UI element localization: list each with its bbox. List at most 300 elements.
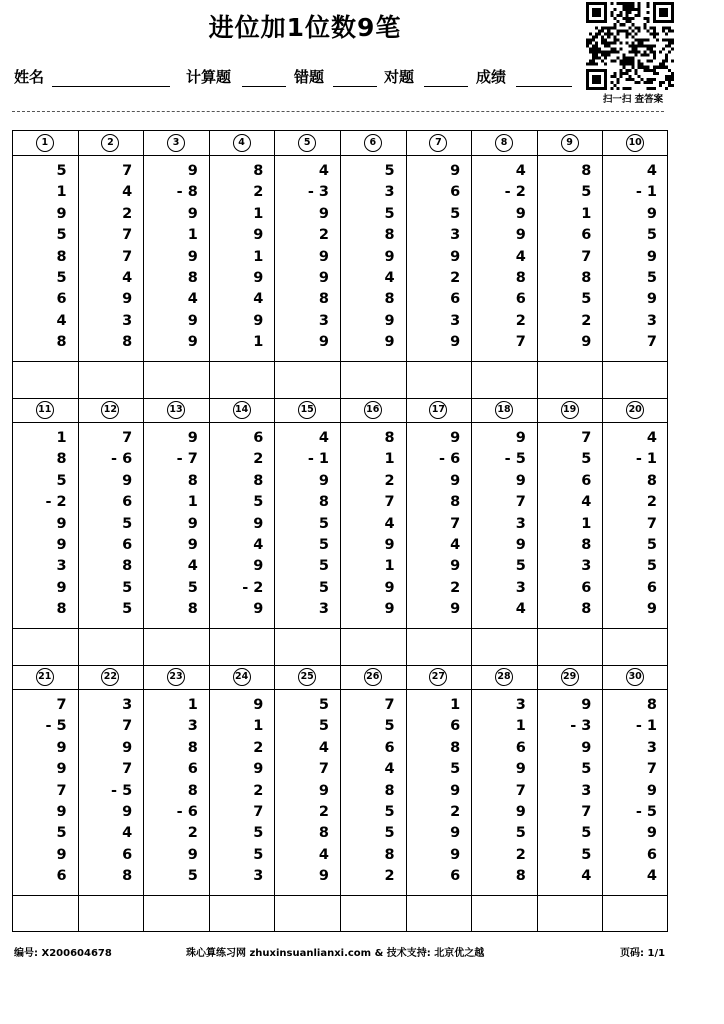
problem-number-badge: 16: [364, 401, 382, 419]
problem-values: [144, 161, 198, 354]
answer-cell[interactable]: [341, 628, 407, 665]
problem-value: 3: [384, 184, 395, 201]
problem-value: 3: [56, 558, 67, 575]
problem-value: 2: [253, 184, 264, 201]
problem-value: 2: [581, 312, 592, 329]
problem-value: 9: [450, 601, 461, 618]
problem-values: [407, 695, 461, 888]
name-label: 姓名: [14, 68, 45, 86]
problem-number-badge: 7: [429, 134, 447, 152]
answer-cell[interactable]: [407, 361, 473, 398]
problem-value: 2: [384, 472, 395, 489]
problem-value: 3: [646, 739, 657, 756]
answer-cell[interactable]: [275, 895, 341, 932]
problem-value: 9: [187, 163, 198, 179]
problem-value: 8: [450, 494, 461, 511]
problem-value: 7: [122, 227, 133, 244]
problem-value: 4: [253, 291, 264, 308]
problem-number-badge: 26: [364, 668, 382, 686]
row-divider: [13, 422, 667, 423]
problem-value: 9: [646, 248, 657, 265]
problem-values: [275, 695, 329, 888]
problem-value: 5: [187, 868, 198, 885]
problem-value: - 3: [570, 718, 592, 735]
problem-value: 7: [122, 718, 133, 735]
answer-cell[interactable]: [472, 628, 538, 665]
problem-value: 9: [187, 846, 198, 863]
problem-value: - 1: [635, 718, 657, 735]
problem-value: 5: [515, 558, 526, 575]
problem-value: 9: [384, 579, 395, 596]
problem-values: [407, 428, 461, 621]
page-number: 页码: 1/1: [620, 948, 666, 959]
problem-value: 9: [450, 430, 461, 446]
problem-value: 4: [384, 515, 395, 532]
problem-value: 4: [187, 558, 198, 575]
problem-value: 9: [646, 291, 657, 308]
problem-values: [472, 428, 526, 621]
problem-value: 8: [187, 739, 198, 756]
answer-cell[interactable]: [13, 628, 79, 665]
problem-value: 1: [581, 205, 592, 222]
problem-value: 1: [384, 451, 395, 468]
problem-value: 8: [187, 601, 198, 618]
answer-cell[interactable]: [210, 361, 276, 398]
problem-value: 4: [646, 430, 657, 446]
wrong-field[interactable]: [333, 86, 377, 87]
answer-cell[interactable]: [472, 895, 538, 932]
problem-value: 2: [450, 269, 461, 286]
problem-value: 4: [515, 248, 526, 265]
problem-value: 3: [318, 601, 329, 618]
problem-value: 9: [318, 334, 329, 351]
problem-value: 9: [122, 739, 133, 756]
problem-value: 5: [318, 515, 329, 532]
problem-value: 3: [187, 718, 198, 735]
problem-number-badge: 20: [626, 401, 644, 419]
answer-cell[interactable]: [275, 628, 341, 665]
answer-cell[interactable]: [210, 628, 276, 665]
problem-value: 7: [646, 334, 657, 351]
problem-value: 1: [253, 718, 264, 735]
problem-value: 8: [384, 291, 395, 308]
answer-cell[interactable]: [407, 895, 473, 932]
problem-value: 9: [515, 205, 526, 222]
problem-value: 1: [384, 558, 395, 575]
problem-value: 8: [515, 868, 526, 885]
problem-value: 7: [122, 761, 133, 778]
row-divider: [13, 398, 667, 399]
problem-value: 9: [318, 868, 329, 885]
problem-number-badge: 1: [36, 134, 54, 152]
problem-value: 6: [515, 739, 526, 756]
answer-cell[interactable]: [341, 361, 407, 398]
problem-value: 9: [384, 248, 395, 265]
answer-cell[interactable]: [603, 895, 669, 932]
problem-value: 9: [515, 803, 526, 820]
problem-value: 6: [450, 291, 461, 308]
problem-values: [275, 428, 329, 621]
problem-value: 9: [253, 558, 264, 575]
problem-values: [13, 161, 67, 354]
problem-value: 3: [646, 312, 657, 329]
problem-value: - 6: [439, 451, 461, 468]
problem-number-badge: 24: [233, 668, 251, 686]
answer-cell[interactable]: [472, 361, 538, 398]
problem-values: [79, 428, 133, 621]
problem-value: 7: [253, 803, 264, 820]
problem-value: 7: [646, 761, 657, 778]
problem-value: 6: [646, 846, 657, 863]
problem-value: 5: [56, 472, 67, 489]
problem-value: 5: [253, 825, 264, 842]
problem-value: 5: [384, 205, 395, 222]
problem-value: 9: [56, 739, 67, 756]
answer-cell[interactable]: [603, 628, 669, 665]
answer-cell[interactable]: [144, 895, 210, 932]
answer-cell[interactable]: [79, 895, 145, 932]
problem-value: 9: [253, 601, 264, 618]
problem-value: 7: [450, 515, 461, 532]
problem-value: 7: [384, 697, 395, 713]
problem-value: 5: [646, 227, 657, 244]
problem-value: 5: [318, 697, 329, 713]
problem-value: 2: [187, 825, 198, 842]
row-divider: [13, 689, 667, 690]
problem-grid: [12, 130, 668, 932]
problem-value: - 5: [504, 451, 526, 468]
problem-value: 7: [318, 761, 329, 778]
problem-value: 8: [384, 846, 395, 863]
score-label: 成绩: [476, 68, 507, 86]
total-field[interactable]: [242, 86, 286, 87]
problem-value: 9: [56, 205, 67, 222]
problem-value: 7: [581, 803, 592, 820]
problem-value: 8: [515, 269, 526, 286]
problem-value: 9: [450, 825, 461, 842]
problem-value: 9: [515, 761, 526, 778]
problem-value: 9: [515, 430, 526, 446]
answer-cell[interactable]: [538, 361, 604, 398]
problem-value: 5: [450, 761, 461, 778]
problem-value: 8: [450, 739, 461, 756]
problem-value: 7: [581, 430, 592, 446]
problem-value: 9: [187, 515, 198, 532]
problem-value: 9: [56, 761, 67, 778]
problem-value: 9: [187, 430, 198, 446]
problem-value: 8: [318, 825, 329, 842]
problem-number-badge: 18: [495, 401, 513, 419]
problem-value: 5: [318, 536, 329, 553]
score-field[interactable]: [516, 86, 572, 87]
problem-values: [13, 428, 67, 621]
answer-cell[interactable]: [538, 628, 604, 665]
problem-value: 5: [384, 163, 395, 179]
problem-value: 5: [56, 227, 67, 244]
document-code: 编号: X200604678: [14, 948, 112, 959]
problem-value: 1: [187, 697, 198, 713]
problem-value: 2: [450, 579, 461, 596]
problem-value: 8: [56, 451, 67, 468]
problem-value: 3: [581, 782, 592, 799]
problem-value: 5: [187, 579, 198, 596]
problem-number-badge: 3: [167, 134, 185, 152]
problem-number-badge: 25: [298, 668, 316, 686]
problem-value: 4: [122, 825, 133, 842]
problem-value: 1: [187, 227, 198, 244]
problem-value: 4: [318, 163, 329, 179]
problem-values: [210, 428, 264, 621]
problem-number-badge: 12: [101, 401, 119, 419]
problem-value: 4: [253, 536, 264, 553]
problem-value: 7: [122, 248, 133, 265]
answer-cell[interactable]: [144, 361, 210, 398]
problem-value: 1: [253, 334, 264, 351]
problem-value: 3: [450, 312, 461, 329]
problem-value: 5: [384, 825, 395, 842]
problem-value: 1: [56, 184, 67, 201]
problem-value: 8: [318, 494, 329, 511]
site-credit: 珠心算练习网 zhuxinsuanlianxi.com & 技术支持: 北京优之越: [186, 948, 485, 959]
problem-value: 3: [318, 312, 329, 329]
problem-value: 8: [56, 248, 67, 265]
problem-number-badge: 10: [626, 134, 644, 152]
problem-number-badge: 8: [495, 134, 513, 152]
problem-value: 9: [253, 697, 264, 713]
problem-value: 8: [187, 472, 198, 489]
problem-value: 9: [56, 536, 67, 553]
problem-value: 2: [318, 227, 329, 244]
problem-value: 5: [318, 718, 329, 735]
answer-cell[interactable]: [144, 628, 210, 665]
problem-value: 4: [384, 269, 395, 286]
problem-value: 7: [122, 163, 133, 179]
problem-value: 5: [646, 269, 657, 286]
problem-value: 4: [318, 739, 329, 756]
problem-value: 5: [581, 846, 592, 863]
problem-value: 5: [253, 846, 264, 863]
correct-field[interactable]: [424, 86, 468, 87]
problem-value: 5: [384, 718, 395, 735]
problem-number-badge: 11: [36, 401, 54, 419]
problem-value: 6: [187, 761, 198, 778]
wrong-label: 错题: [294, 68, 325, 86]
problem-value: - 6: [176, 803, 198, 820]
problem-value: 8: [122, 558, 133, 575]
problem-value: 8: [122, 868, 133, 885]
problem-value: 9: [646, 601, 657, 618]
problem-value: 2: [646, 494, 657, 511]
problem-number-badge: 30: [626, 668, 644, 686]
row-divider: [13, 665, 667, 666]
problem-value: 2: [515, 846, 526, 863]
problem-value: 5: [384, 803, 395, 820]
problem-value: 4: [646, 163, 657, 179]
problem-value: 8: [646, 697, 657, 713]
problem-number-badge: 22: [101, 668, 119, 686]
answer-cell[interactable]: [13, 895, 79, 932]
problem-value: 5: [122, 515, 133, 532]
cut-line: [12, 111, 664, 112]
problem-value: 8: [122, 334, 133, 351]
problem-values: [79, 695, 133, 888]
problem-value: 3: [450, 227, 461, 244]
problem-value: 6: [450, 718, 461, 735]
problem-value: 9: [384, 334, 395, 351]
problem-value: 8: [56, 334, 67, 351]
problem-value: - 1: [307, 451, 329, 468]
problem-value: 9: [253, 227, 264, 244]
answer-cell[interactable]: [407, 628, 473, 665]
problem-value: 8: [581, 163, 592, 179]
problem-value: 9: [515, 536, 526, 553]
problem-value: 5: [56, 163, 67, 179]
problem-value: - 1: [635, 451, 657, 468]
problem-value: 2: [122, 205, 133, 222]
problem-value: 9: [450, 472, 461, 489]
problem-value: 4: [515, 601, 526, 618]
problem-value: 7: [515, 334, 526, 351]
problem-values: [341, 695, 395, 888]
problem-value: 9: [56, 515, 67, 532]
problem-value: 9: [318, 782, 329, 799]
problem-value: 1: [56, 430, 67, 446]
problem-value: - 7: [176, 451, 198, 468]
problem-number-badge: 29: [561, 668, 579, 686]
problem-value: 8: [581, 269, 592, 286]
problem-value: 9: [253, 515, 264, 532]
problem-value: 2: [384, 868, 395, 885]
problem-value: 4: [318, 846, 329, 863]
problem-value: 2: [515, 312, 526, 329]
problem-value: 4: [384, 761, 395, 778]
problem-values: [538, 695, 592, 888]
answer-cell[interactable]: [275, 361, 341, 398]
problem-value: 9: [318, 248, 329, 265]
problem-value: 7: [646, 515, 657, 532]
problem-values: [603, 161, 657, 354]
answer-cell[interactable]: [79, 628, 145, 665]
problem-value: 1: [253, 205, 264, 222]
problem-value: 5: [515, 825, 526, 842]
problem-value: 8: [384, 227, 395, 244]
problem-value: 9: [253, 761, 264, 778]
problem-value: 2: [318, 803, 329, 820]
problem-value: 9: [318, 472, 329, 489]
problem-value: 8: [384, 430, 395, 446]
problem-value: 1: [253, 248, 264, 265]
problem-value: 9: [581, 334, 592, 351]
problem-values: [144, 695, 198, 888]
problem-value: - 1: [635, 184, 657, 201]
problem-value: 1: [450, 697, 461, 713]
problem-value: 6: [450, 184, 461, 201]
problem-value: 4: [646, 868, 657, 885]
problem-value: - 2: [242, 579, 264, 596]
problem-value: 3: [515, 579, 526, 596]
problem-value: 9: [450, 846, 461, 863]
problem-values: [472, 161, 526, 354]
problem-number-badge: 17: [429, 401, 447, 419]
answer-cell[interactable]: [341, 895, 407, 932]
problem-number-badge: 4: [233, 134, 251, 152]
problem-value: 5: [646, 536, 657, 553]
student-info-row: [14, 66, 594, 90]
answer-cell[interactable]: [603, 361, 669, 398]
problem-number-badge: 19: [561, 401, 579, 419]
problem-values: [407, 161, 461, 354]
problem-value: - 5: [635, 803, 657, 820]
problem-value: 5: [646, 558, 657, 575]
problem-value: 8: [581, 536, 592, 553]
name-field[interactable]: [52, 86, 170, 87]
problem-value: 6: [450, 868, 461, 885]
problem-number-badge: 9: [561, 134, 579, 152]
problem-value: 6: [253, 430, 264, 446]
answer-cell[interactable]: [210, 895, 276, 932]
problem-value: 8: [253, 472, 264, 489]
problem-value: 6: [56, 868, 67, 885]
problem-value: 9: [122, 803, 133, 820]
problem-value: 9: [187, 334, 198, 351]
problem-value: - 8: [176, 184, 198, 201]
problem-value: 3: [515, 515, 526, 532]
problem-values: [275, 161, 329, 354]
problem-value: 9: [450, 248, 461, 265]
problem-value: 6: [122, 536, 133, 553]
problem-value: 5: [56, 269, 67, 286]
problem-value: 8: [581, 601, 592, 618]
problem-value: 2: [253, 739, 264, 756]
problem-number-badge: 6: [364, 134, 382, 152]
problem-value: 8: [318, 291, 329, 308]
problem-value: 5: [318, 558, 329, 575]
problem-value: 9: [122, 472, 133, 489]
answer-cell[interactable]: [79, 361, 145, 398]
problem-value: 5: [581, 761, 592, 778]
problem-value: 9: [646, 205, 657, 222]
answer-cell[interactable]: [13, 361, 79, 398]
problem-value: - 2: [504, 184, 526, 201]
problem-value: 9: [318, 205, 329, 222]
problem-values: [341, 161, 395, 354]
problem-values: [538, 161, 592, 354]
problem-value: 9: [450, 558, 461, 575]
problem-value: 9: [450, 782, 461, 799]
problem-value: 8: [56, 601, 67, 618]
problem-values: [538, 428, 592, 621]
problem-value: 7: [515, 782, 526, 799]
problem-number-badge: 14: [233, 401, 251, 419]
problem-value: 9: [187, 205, 198, 222]
row-divider: [13, 155, 667, 156]
problem-value: 9: [450, 163, 461, 179]
problem-value: 5: [581, 451, 592, 468]
problem-values: [210, 695, 264, 888]
problem-value: - 6: [111, 451, 133, 468]
problem-value: 3: [122, 697, 133, 713]
problem-value: 3: [122, 312, 133, 329]
problem-value: 7: [56, 782, 67, 799]
problem-value: 4: [122, 269, 133, 286]
problem-value: 6: [581, 472, 592, 489]
answer-cell[interactable]: [538, 895, 604, 932]
problem-value: 5: [122, 579, 133, 596]
problem-value: 6: [122, 494, 133, 511]
problem-values: [79, 161, 133, 354]
problem-value: 4: [581, 868, 592, 885]
problem-number-badge: 2: [101, 134, 119, 152]
